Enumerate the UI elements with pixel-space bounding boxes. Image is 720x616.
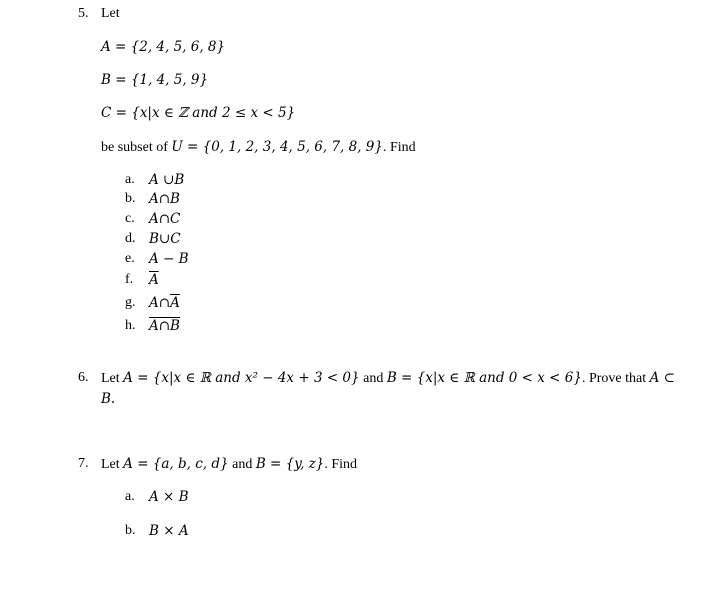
- q5-intro: Let: [101, 6, 120, 21]
- q5-item-label: f.: [125, 272, 134, 287]
- q5-item-label: g.: [125, 295, 136, 310]
- q7-and: and: [228, 457, 256, 472]
- q5-subset-line: [101, 138, 416, 157]
- q5-number: 5.: [78, 6, 89, 21]
- q5-item-label: b.: [125, 191, 136, 206]
- q6-let: Let: [101, 371, 124, 386]
- q7-let: Let: [101, 457, 124, 472]
- q6-and: and: [359, 371, 387, 386]
- q5-item-label: c.: [125, 211, 135, 226]
- q5-item-label: d.: [125, 231, 136, 246]
- q7-set-a: A = {a, b, c, d}: [123, 456, 229, 472]
- q7-item-expr: B × A: [149, 523, 189, 539]
- q7-set-b: B = {y, z}: [255, 456, 325, 472]
- q6-number: 6.: [78, 370, 89, 385]
- q5-set-b: B = {1, 4, 5, 9}: [101, 72, 209, 88]
- q5-item-expr: [149, 294, 180, 312]
- q5-item-expr-complement: $\overline{A}$: [149, 272, 159, 288]
- q7-number: 7.: [78, 456, 89, 471]
- q5-item-expr: A∩C: [149, 211, 181, 227]
- q5-set-c: C = {x|x ∈ ℤ and 2 ≤ x < 5}: [101, 105, 296, 121]
- q6-set-a: A = {x|x ∈ ℝ and x² − 4x + 3 < 0}: [123, 370, 360, 386]
- q6-prove: . Prove that: [581, 371, 650, 386]
- q5-universal-set: U = {0, 1, 2, 3, 4, 5, 6, 7, 8, 9}: [171, 139, 383, 155]
- q7-item-label: b.: [125, 523, 136, 538]
- q5-item-expr: A ∪B: [149, 172, 185, 188]
- q7-find: . Find: [324, 457, 358, 472]
- q7-item-expr: A × B: [149, 489, 189, 505]
- q5-item-label: e.: [125, 251, 135, 266]
- q5-item-expr-complement: $\overline{A}$: [170, 295, 180, 311]
- q6-claim: A ⊂: [649, 370, 675, 386]
- q5-subset-suffix: . Find: [382, 140, 416, 155]
- q5-item-expr: A − B: [149, 251, 189, 267]
- q7-item-label: a.: [125, 489, 135, 504]
- q5-item-expr-complement: A∩B: [149, 318, 180, 334]
- q5-subset-prefix: be subset of: [101, 140, 172, 155]
- q6-line1: [101, 369, 675, 388]
- q5-item-label: h.: [125, 318, 136, 333]
- q5-item-expr: B∪C: [149, 231, 181, 247]
- q5-item-expr: A∩B: [149, 191, 180, 207]
- q5-item-label: a.: [125, 172, 135, 187]
- q6-set-b: B = {x|x ∈ ℝ and 0 < x < 6}: [386, 370, 582, 386]
- q6-line2: B.: [101, 391, 116, 407]
- q5-item-expr-plain: A∩: [149, 295, 171, 311]
- q5-set-a: A = {2, 4, 5, 6, 8}: [101, 39, 226, 55]
- q7-line1: [101, 455, 357, 474]
